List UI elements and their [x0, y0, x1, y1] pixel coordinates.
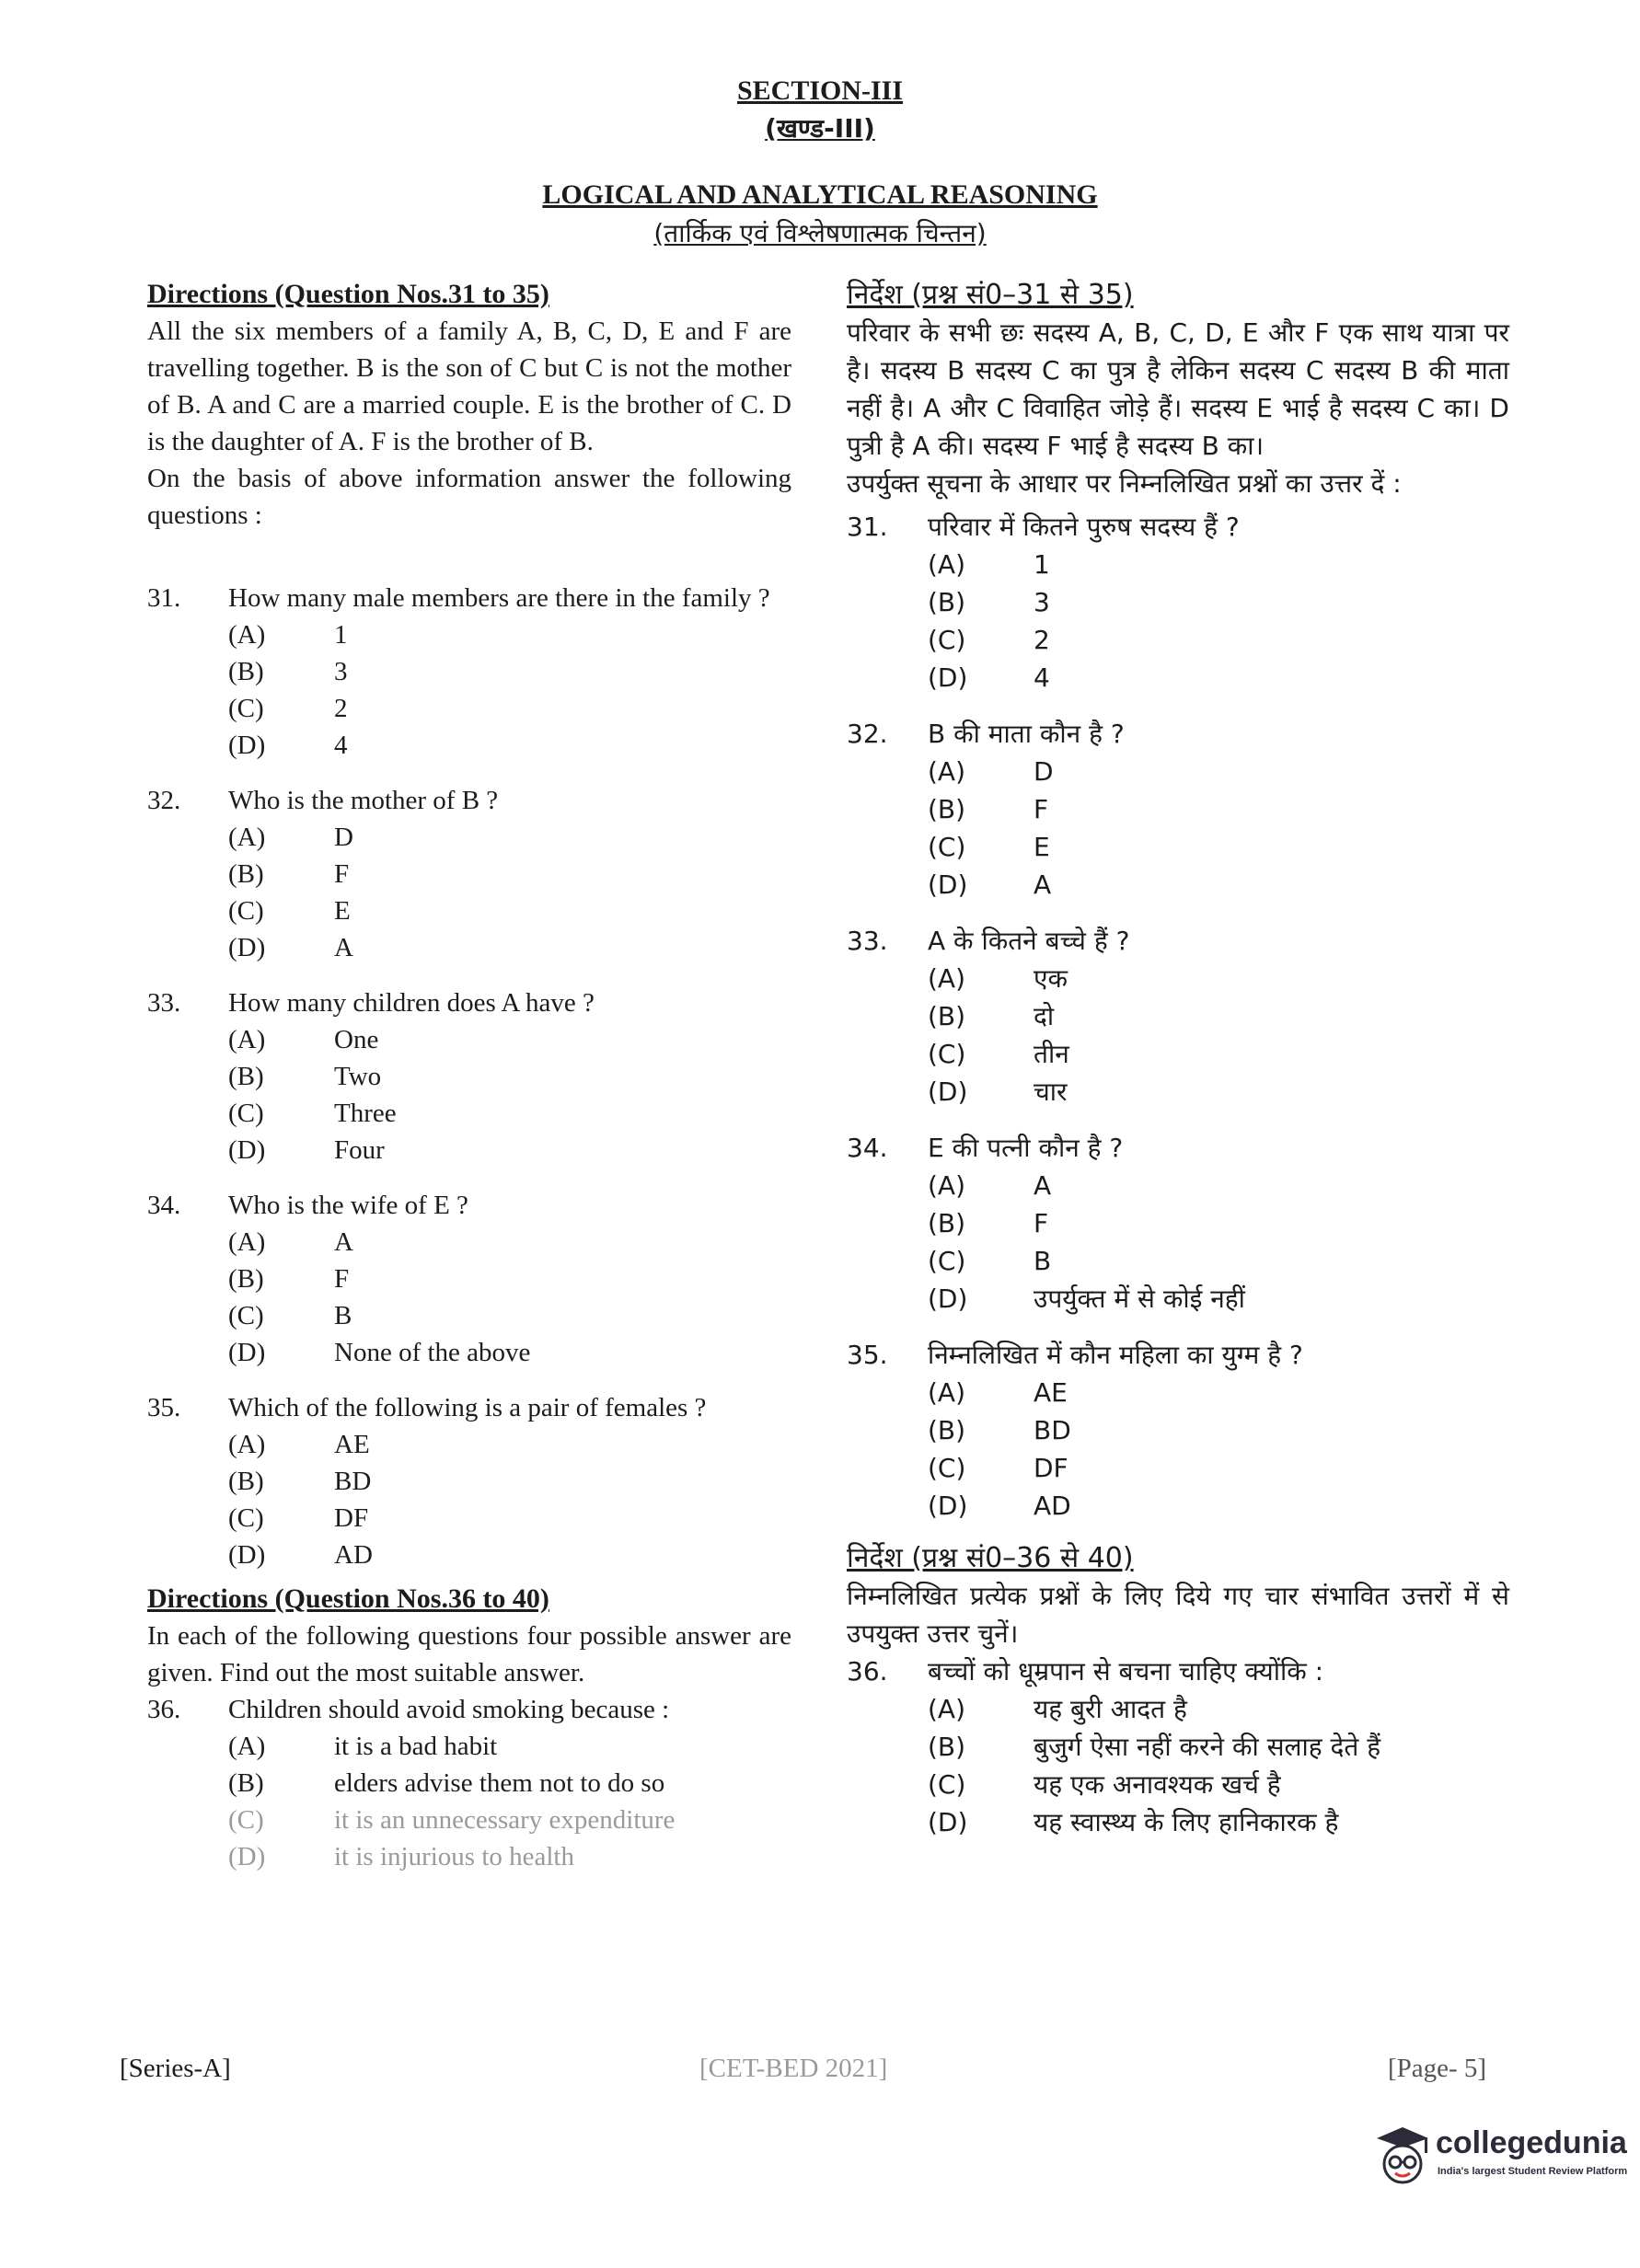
- directions-heading-2: Directions (Question Nos.36 to 40): [147, 1583, 549, 1614]
- answer-option: [928, 1374, 1509, 1411]
- answer-option: [928, 1690, 1509, 1728]
- option-text: F: [1034, 794, 1049, 824]
- answer-option: [228, 1500, 791, 1537]
- option-label: (A): [928, 1170, 966, 1201]
- option-label: (B): [228, 1062, 264, 1091]
- option-text: E: [334, 896, 351, 926]
- answer-option: [228, 856, 791, 892]
- option-label: (D): [228, 1338, 266, 1367]
- logo-tagline: India's largest Student Review Platform: [1438, 2166, 1628, 2177]
- question-text: How many male members are there in the family ?: [228, 583, 770, 613]
- answer-option: [928, 997, 1509, 1035]
- option-text: यह स्वास्थ्य के लिए हानिकारक है: [1034, 1807, 1339, 1837]
- option-text: Two: [334, 1062, 382, 1091]
- option-label: (B): [928, 1415, 966, 1445]
- option-text: AE: [1034, 1377, 1068, 1408]
- option-label: (B): [928, 587, 966, 617]
- option-label: (B): [228, 657, 264, 686]
- question-text: Who is the wife of E ?: [228, 1191, 468, 1220]
- question: [147, 580, 791, 764]
- question-number: 32.: [847, 719, 888, 749]
- option-label: (A): [928, 963, 966, 994]
- question-list-2: [147, 1691, 791, 1875]
- answer-option: [228, 1058, 791, 1095]
- question-number: 36.: [147, 1695, 181, 1724]
- answer-option: [228, 1728, 791, 1765]
- option-text: AE: [334, 1430, 370, 1459]
- directions-instruction-hindi: उपर्युक्त सूचना के आधार पर निम्नलिखित प्रश्नों का उत्तर दें :: [847, 468, 1402, 499]
- option-text: DF: [1034, 1453, 1068, 1483]
- option-label: (C): [928, 1039, 966, 1069]
- option-text: it is a bad habit: [334, 1732, 498, 1761]
- option-text: BD: [334, 1467, 372, 1496]
- question-text: Who is the mother of B ?: [228, 786, 499, 815]
- question: [147, 984, 791, 1169]
- option-text: एक: [1034, 963, 1068, 994]
- answer-option: [228, 1334, 791, 1371]
- question-number: 31.: [147, 583, 181, 613]
- answer-option: [228, 727, 791, 764]
- option-label: (D): [228, 1842, 266, 1871]
- answer-option: [928, 1487, 1509, 1525]
- option-label: (C): [228, 896, 264, 926]
- option-label: (D): [228, 1135, 266, 1165]
- option-text: B: [1034, 1246, 1052, 1276]
- option-text: DF: [334, 1503, 369, 1533]
- option-label: (D): [228, 731, 266, 760]
- option-text: चार: [1034, 1076, 1068, 1107]
- question: [847, 508, 1509, 697]
- option-text: it is an unnecessary expenditure: [334, 1805, 676, 1835]
- answer-option: [928, 1073, 1509, 1111]
- directions-text-hindi-2: निम्नलिखित प्रत्येक प्रश्नों के लिए दिये गए चार संभावित उत्तरों में से उपयुक्त उत्तर चुनें।: [847, 1581, 1509, 1649]
- answer-option: [928, 1204, 1509, 1242]
- answer-option: [228, 1463, 791, 1500]
- answer-option: [228, 892, 791, 929]
- question-text: परिवार में कितने पुरुष सदस्य हैं ?: [928, 512, 1240, 542]
- option-label: (B): [928, 1732, 966, 1762]
- option-label: (C): [228, 1301, 264, 1330]
- question-number: 35.: [147, 1393, 181, 1422]
- option-label: (B): [228, 859, 264, 889]
- option-text: यह एक अनावश्यक खर्च है: [1034, 1769, 1281, 1800]
- option-label: (B): [928, 794, 966, 824]
- directions-heading-hindi-2: निर्देश (प्रश्न सं0–36 से 40): [847, 1542, 1134, 1574]
- answer-option: [928, 828, 1509, 866]
- question-text: Which of the following is a pair of females ?: [228, 1393, 707, 1422]
- option-text: उपर्युक्त में से कोई नहीं: [1034, 1284, 1245, 1314]
- directions-text: All the six members of a family A, B, C, D, E and F are travelling together. B is the son of C but C is not the mother of B. A and C are a married couple. E is the brother of C. D is the daughter of A. F is the brother of B.: [147, 317, 791, 456]
- option-label: (D): [228, 1540, 266, 1570]
- option-label: (C): [928, 1453, 966, 1483]
- option-label: (A): [228, 1430, 266, 1459]
- question: [847, 922, 1509, 1111]
- option-label: (C): [928, 1246, 966, 1276]
- answer-option: [228, 1132, 791, 1169]
- option-label: (A): [928, 756, 966, 787]
- answer-option: [228, 1765, 791, 1802]
- option-text: 4: [1034, 662, 1050, 693]
- question: [147, 782, 791, 966]
- mascot-icon: [1369, 2118, 1434, 2192]
- option-label: (A): [228, 1227, 266, 1257]
- option-text: One: [334, 1025, 379, 1054]
- answer-option: [928, 1803, 1509, 1841]
- question-text: B की माता कौन है ?: [928, 719, 1125, 749]
- option-text: 1: [1034, 549, 1050, 580]
- answer-option: [228, 1261, 791, 1297]
- question-text: Children should avoid smoking because :: [228, 1695, 670, 1724]
- answer-option: [928, 790, 1509, 828]
- subject-title-hindi: (तार्किक एवं विश्लेषणात्मक चिन्तन): [653, 218, 987, 248]
- hindi-column: [847, 276, 1509, 1841]
- option-label: (D): [928, 869, 968, 900]
- option-text: 3: [334, 657, 348, 686]
- option-label: (B): [228, 1467, 264, 1496]
- option-label: (D): [928, 1076, 968, 1107]
- option-text: 1: [334, 620, 348, 650]
- answer-option: [928, 866, 1509, 904]
- option-label: (D): [928, 662, 968, 693]
- answer-option: [228, 929, 791, 966]
- answer-option: [928, 621, 1509, 659]
- answer-option: [228, 690, 791, 727]
- option-label: (B): [228, 1768, 264, 1798]
- option-label: (A): [928, 1694, 966, 1724]
- option-label: (A): [228, 1732, 266, 1761]
- option-label: (D): [928, 1807, 968, 1837]
- option-label: (C): [228, 1503, 264, 1533]
- answer-option: [928, 1242, 1509, 1280]
- option-text: B: [334, 1301, 352, 1330]
- answer-option: [928, 659, 1509, 697]
- question: [847, 1129, 1509, 1318]
- option-text: 2: [334, 694, 348, 723]
- answer-option: [928, 1449, 1509, 1487]
- question: [147, 1389, 791, 1573]
- question-list-hindi: [847, 508, 1509, 1525]
- option-label: (C): [928, 832, 966, 862]
- answer-option: [228, 1802, 791, 1838]
- question-number: 32.: [147, 786, 181, 815]
- answer-option: [228, 1095, 791, 1132]
- option-text: AD: [1034, 1491, 1071, 1521]
- option-text: D: [334, 823, 353, 852]
- directions-heading: Directions (Question Nos.31 to 35): [147, 279, 549, 309]
- answer-option: [228, 1021, 791, 1058]
- option-text: तीन: [1034, 1039, 1069, 1069]
- logo-name: collegedunia: [1436, 2125, 1627, 2160]
- option-label: (D): [228, 933, 266, 962]
- question-number: 33.: [847, 926, 888, 956]
- option-text: A: [1034, 1170, 1052, 1201]
- question-text: A के कितने बच्चे हैं ?: [928, 926, 1130, 956]
- question: [847, 1652, 1509, 1841]
- option-text: D: [1034, 756, 1054, 787]
- question-number: 35.: [847, 1340, 888, 1370]
- subject-title: LOGICAL AND ANALYTICAL REASONING: [542, 179, 1098, 210]
- option-text: 3: [1034, 587, 1050, 617]
- question-number: 34.: [847, 1133, 888, 1163]
- answer-option: [928, 1411, 1509, 1449]
- option-text: A: [334, 933, 353, 962]
- question: [147, 1187, 791, 1371]
- option-label: (B): [228, 1264, 264, 1294]
- section-title-hindi: (खण्ड-III): [765, 113, 875, 144]
- option-text: F: [334, 859, 350, 889]
- answer-option: [928, 1167, 1509, 1204]
- option-text: A: [334, 1227, 353, 1257]
- answer-option: [228, 819, 791, 856]
- answer-option: [928, 1035, 1509, 1073]
- option-label: (A): [228, 823, 266, 852]
- question-number: 33.: [147, 988, 181, 1018]
- answer-option: [928, 753, 1509, 790]
- answer-option: [228, 1297, 791, 1334]
- option-label: (C): [228, 694, 264, 723]
- answer-option: [228, 616, 791, 653]
- footer-code: [CET-BED 2021]: [699, 2054, 888, 2083]
- answer-option: [928, 1766, 1509, 1803]
- option-label: (A): [928, 549, 966, 580]
- option-text: 4: [334, 731, 348, 760]
- option-label: (D): [928, 1491, 968, 1521]
- directions-text-hindi: परिवार के सभी छः सदस्य A, B, C, D, E और F एक साथ यात्रा पर है। सदस्य B सदस्य C का पुत्र है लेकिन सदस्य C सदस्य B की माता नहीं है। A और C विवाहित जोड़े हैं। सदस्य E भाई है सदस्य C का। D पुत्री है A की। सदस्य F भाई है सदस्य B का।: [847, 317, 1509, 461]
- option-label: (C): [928, 1769, 966, 1800]
- question: [847, 1336, 1509, 1525]
- directions-text-2: In each of the following questions four possible answer are given. Find out the most suitable answer.: [147, 1621, 791, 1687]
- question-text: How many children does A have ?: [228, 988, 595, 1018]
- answer-option: [228, 653, 791, 690]
- option-label: (B): [928, 1208, 966, 1238]
- option-text: elders advise them not to do so: [334, 1768, 665, 1798]
- footer-series: [Series-A]: [120, 2054, 231, 2083]
- answer-option: [228, 1426, 791, 1463]
- answer-option: [228, 1838, 791, 1875]
- option-label: (C): [228, 1805, 264, 1835]
- section-title: SECTION-III: [736, 75, 904, 106]
- option-label: (A): [228, 620, 266, 650]
- option-text: 2: [1034, 625, 1050, 655]
- option-text: दो: [1034, 1001, 1055, 1031]
- answer-option: [928, 583, 1509, 621]
- option-text: F: [334, 1264, 350, 1294]
- answer-option: [228, 1224, 791, 1261]
- answer-option: [928, 960, 1509, 997]
- question-number: 34.: [147, 1191, 181, 1220]
- question-text: बच्चों को धूम्रपान से बचना चाहिए क्योंकि :: [928, 1656, 1324, 1687]
- option-text: A: [1034, 869, 1052, 900]
- answer-option: [928, 546, 1509, 583]
- english-column: [147, 276, 791, 1875]
- option-text: Four: [334, 1135, 385, 1165]
- collegedunia-logo: [1369, 2118, 1628, 2201]
- option-text: F: [1034, 1208, 1049, 1238]
- question-text: E की पत्नी कौन है ?: [928, 1133, 1124, 1163]
- directions-instruction: On the basis of above information answer the following questions :: [147, 464, 791, 530]
- answer-option: [928, 1728, 1509, 1766]
- option-label: (C): [228, 1099, 264, 1128]
- option-text: बुजुर्ग ऐसा नहीं करने की सलाह देते हैं: [1034, 1732, 1381, 1762]
- question-text: निम्नलिखित में कौन महिला का युग्म है ?: [928, 1340, 1303, 1370]
- question-list: [147, 580, 791, 1573]
- option-label: (B): [928, 1001, 966, 1031]
- question-number: 31.: [847, 512, 888, 542]
- option-label: (D): [928, 1284, 968, 1314]
- option-text: None of the above: [334, 1338, 531, 1367]
- option-text: it is injurious to health: [334, 1842, 574, 1871]
- option-text: BD: [1034, 1415, 1071, 1445]
- option-text: E: [1034, 832, 1050, 862]
- footer-page: [Page- 5]: [1388, 2054, 1487, 2083]
- question-list-hindi-2: [847, 1652, 1509, 1841]
- directions-heading-hindi: निर्देश (प्रश्न सं0–31 से 35): [847, 279, 1134, 311]
- question: [847, 715, 1509, 904]
- answer-option: [928, 1280, 1509, 1318]
- option-label: (A): [928, 1377, 966, 1408]
- option-text: Three: [334, 1099, 397, 1128]
- option-text: AD: [334, 1540, 373, 1570]
- answer-option: [228, 1537, 791, 1573]
- question: [147, 1691, 791, 1875]
- option-label: (C): [928, 625, 966, 655]
- option-text: यह बुरी आदत है: [1034, 1694, 1187, 1724]
- question-number: 36.: [847, 1656, 888, 1687]
- option-label: (A): [228, 1025, 266, 1054]
